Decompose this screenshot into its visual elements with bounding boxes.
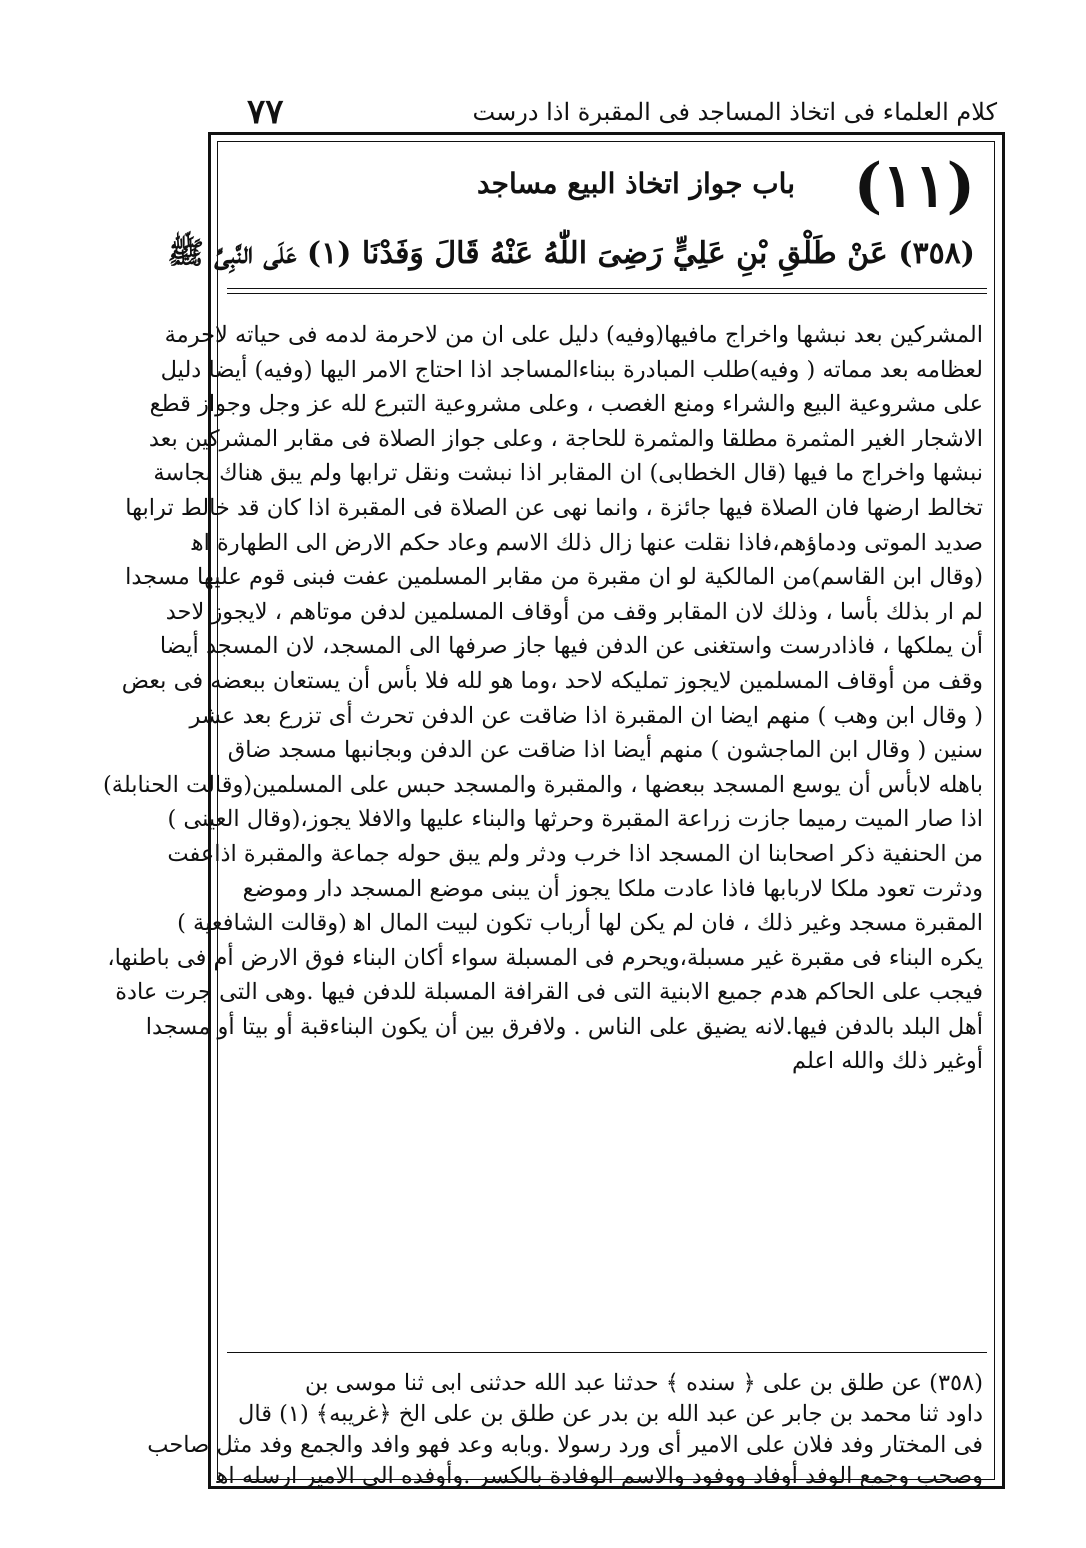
body-line: أن يملكها ، فاذادرست واستغنى عن الدفن فيها جاز صرفها الى المسجد، لان المسجد أيضا <box>159 633 983 660</box>
body-line: فيجب على الحاكم هدم جميع الابنية التى فى القرافة المسبلة للدفن فيها .وهى التى جرت عادة <box>115 979 983 1006</box>
body-line: المشركين بعد نبشها واخراج مافيها(وفيه) دليل على ان من لاحرمة لدمه فى حياته لاحرمة <box>164 322 983 348</box>
hadith-heading: (٣٥٨) عَنْ طَلْقِ بْنِ عَلِيٍّ رَضِىَ اللّٰهُ عَنْهُ قَالَ وَفَدْنَا (١) عَلَى النَّبِىِّ ﷺ <box>167 236 975 271</box>
commentary-body <box>103 318 983 1079</box>
body-line: ودثرت تعود ملكا لاربابها فاذا عادت ملكا يجوز أن يبنى موضع المسجد دار وموضع <box>242 875 983 902</box>
body-line: سنين ( وقال ابن الماجشون ) منهم أيضا اذا ضاقت عن الدفن وبجانبها مسجد ضاق <box>227 737 983 764</box>
body-line: (وقال ابن القاسم)من المالكية لو ان مقبرة من مقابر المسلمين عفت فبنى قوم عليها مسجدا <box>125 564 983 591</box>
body-line: أهل البلد بالدفن فيها.لانه يضيق على الناس . ولافرق بين أن يكون البناءقبة أو بيتا أو مسجدا <box>145 1013 983 1040</box>
note-line: فى المختار وفد فلان على الامير أى ورد رسولا .وبابه وعد فهو وافد والجمع وفد مثل صاحب <box>147 1432 983 1458</box>
note-line: داود ثنا محمد بن جابر عن عبد الله بن بدر عن طلق بن على الخ ﴿غريبه﴾ (١) قال <box>238 1401 983 1427</box>
body-line: يكره البناء فى مقبرة غير مسبلة،ويحرم فى المسبلة سواء أكان البناء فوق الارض أم فى باطنها، <box>107 944 983 971</box>
body-line: لم ار بذلك بأسا ، وذلك لان المقابر وقف من أوقاف المسلمين لدفن موتاهم ، لايجوز لاحد <box>165 598 983 625</box>
note-line: وصحب وجمع الوفد أوفاد ووفود والاسم الوفادة بالكسر .وأوفده الى الامير ارسله اﻫ <box>216 1463 983 1489</box>
body-line: صديد الموتى ودماؤهم،فاذا نقلت عنها زال ذلك الاسم وعاد حكم الارض الى الطهارة اﻫ <box>191 529 983 556</box>
chapter-number: (١١) <box>853 151 975 221</box>
body-line: من الحنفية ذكر اصحابنا ان المسجد اذا خرب ودثر ولم يبق حوله جماعة والمقبرة اذاعفت <box>167 840 983 867</box>
chapter-title: باب جواز اتخاذ البيع مساجد <box>476 167 795 200</box>
body-line: وقف من أوقاف المسلمين لايجوز تمليكه لاحد ،وما هو لله فلا بأس أن يستعان ببعضه فى بعض <box>121 667 983 694</box>
body-line: المقبرة مسجد وغير ذلك ، فان لم يكن لها أرباب تكون لبيت المال اﻫ (وقالت الشافعية ) <box>177 910 983 937</box>
body-line: أوغير ذلك والله اعلم <box>792 1048 983 1075</box>
body-line: تخالط ارضها فان الصلاة فيها جائزة ، وانما نهى عن الصلاة فى المقبرة اذا كان قد خالط ترابها <box>125 494 983 521</box>
page-number: ٧٧ <box>247 92 284 132</box>
body-line: الاشجار الغير المثمرة مطلقا والمثمرة للحاجة ، وعلى جواز الصلاة فى مقابر المشركين بعد <box>148 425 983 452</box>
body-line: باهله لابأس أن يوسع المسجد ببعضها ، والمقبرة والمسجد حبس على المسلمين(وقالت الحنابلة) <box>103 771 983 798</box>
page-header <box>215 92 1005 132</box>
body-line: ( وقال ابن وهب ) منهم ايضا ان المقبرة اذا ضاقت عن الدفن تحرث أى تزرع بعد عشر <box>189 702 983 729</box>
chapter-heading <box>235 150 975 222</box>
footnotes <box>147 1368 983 1492</box>
body-line: على مشروعية البيع والشراء ومنع الغصب ، وعلى مشروعية التبرع لله عز وجل وجواز قطع <box>149 391 983 418</box>
divider-rule <box>227 293 987 294</box>
body-line: لعظامه بعد مماته ( وفيه)طلب المبادرة ببناءالمساجد اذا احتاج الامر اليها (وفيه) أيضا دليل <box>160 356 983 383</box>
divider-rule <box>227 288 987 289</box>
body-line: نبشها واخراج ما فيها (قال الخطابى) ان المقابر اذا نبشت ونقل ترابها ولم يبق هناك نجاسة <box>153 460 983 487</box>
running-title: كلام العلماء فى اتخاذ المساجد فى المقبرة اذا درست <box>472 98 997 126</box>
body-line: اذا صار الميت رميما جازت زراعة المقبرة وحرثها والبناء عليها والافلا يجوز،(وقال العينى ) <box>167 806 983 833</box>
notes-divider <box>227 1352 987 1353</box>
note-line: (٣٥٨) عن طلق بن على ﴿ سنده ﴾ حدثنا عبد الله حدثنى ابى ثنا موسى بن <box>304 1370 983 1396</box>
